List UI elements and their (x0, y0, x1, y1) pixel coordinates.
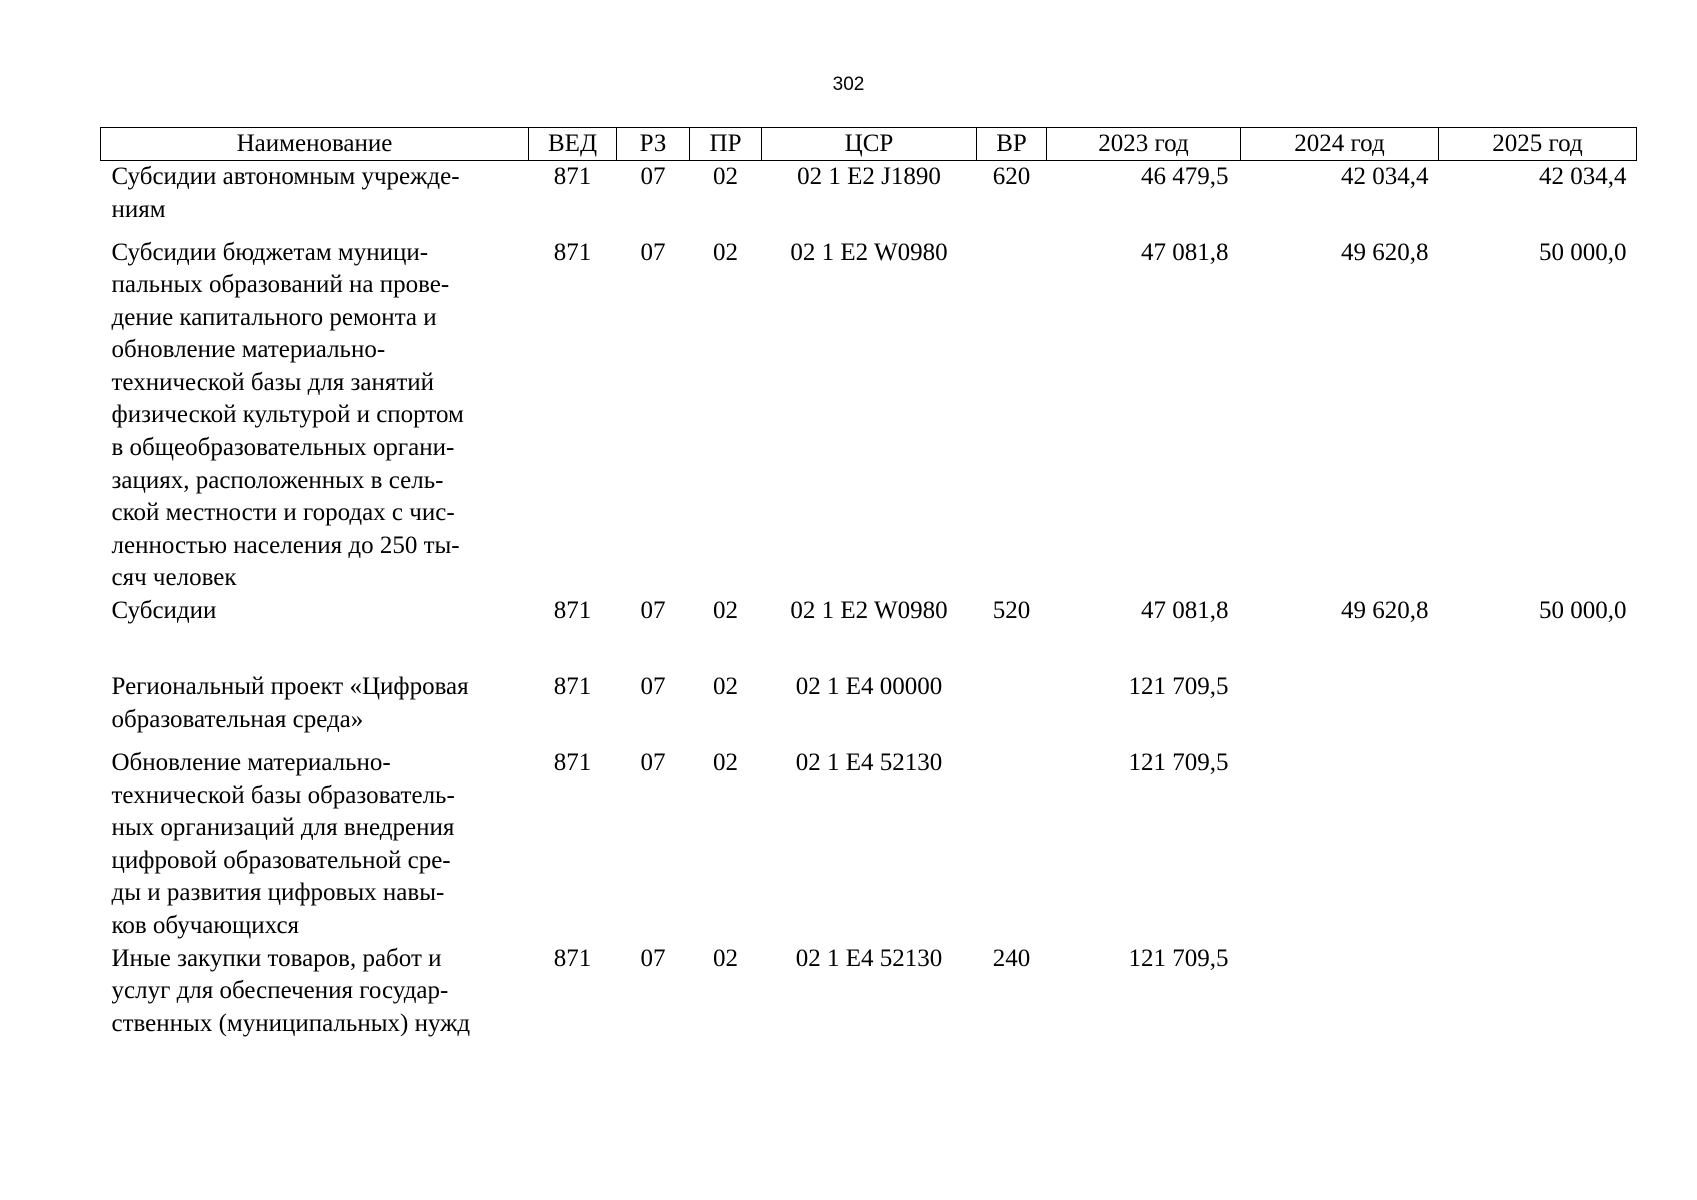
name-line: Субсидии бюджетам муници- (111, 238, 429, 266)
cell-2023: 121 709,5 (1128, 944, 1229, 972)
header-2024: 2024 год (1241, 128, 1439, 161)
cell-2025: 42 034,4 (1539, 163, 1627, 190)
cell-2024: 49 620,8 (1341, 238, 1429, 266)
name-line: Субсидии (111, 597, 217, 625)
name-line: цифровой образовательной сре- (111, 846, 451, 874)
header-2023: 2023 год (1047, 128, 1241, 161)
cell-2025 (1439, 943, 1637, 1041)
cell-2023: 46 479,5 (1141, 163, 1229, 190)
cell-2024 (1241, 943, 1439, 1041)
cell-2025 (1439, 747, 1637, 943)
name-line: ков обучающихся (111, 912, 300, 939)
table-row (101, 161, 1637, 237)
cell-ved: 871 (553, 944, 592, 972)
name-line: Обновление материально- (111, 749, 391, 777)
cell-2023: 121 709,5 (1128, 673, 1229, 701)
cell-vr (977, 747, 1047, 943)
page-number: 302 (832, 74, 865, 95)
cell-2024 (1241, 671, 1439, 747)
name-line: физической культурой и спортом (111, 401, 464, 429)
cell-rz: 07 (640, 238, 666, 266)
name-line: в общеобразовательных органи- (111, 434, 455, 462)
cell-csr: 02 1 E4 00000 (795, 673, 943, 701)
cell-ved: 871 (553, 238, 592, 266)
cell-ved: 871 (553, 673, 592, 701)
cell-2025 (1439, 671, 1637, 747)
cell-2023: 47 081,8 (1141, 597, 1229, 625)
header-2025: 2025 год (1439, 128, 1637, 161)
table-row (101, 747, 1637, 943)
cell-ved: 871 (553, 163, 592, 190)
name-line: технической базы образователь- (111, 781, 455, 809)
table-row (101, 595, 1637, 671)
cell-csr: 02 1 E2 J1890 (797, 163, 941, 190)
header-csr: ЦСР (762, 128, 977, 161)
cell-ved: 871 (553, 749, 592, 777)
cell-2023: 121 709,5 (1128, 749, 1229, 777)
cell-2025: 50 000,0 (1539, 597, 1627, 625)
name-line: образовательная среда» (111, 705, 364, 733)
budget-table (100, 127, 1637, 1040)
cell-2024: 42 034,4 (1341, 163, 1429, 190)
header-ved: ВЕД (529, 128, 617, 161)
header-rz: РЗ (617, 128, 690, 161)
cell-csr: 02 1 E2 W0980 (790, 597, 948, 625)
cell-2024: 49 620,8 (1341, 597, 1429, 625)
cell-pr: 02 (713, 163, 738, 190)
name-line: зациях, расположенных в сель- (111, 466, 444, 494)
header-vr: ВР (977, 128, 1047, 161)
name-line: дение капитального ремонта и (111, 303, 437, 331)
cell-pr: 02 (713, 749, 738, 777)
name-line: сяч человек (111, 564, 237, 592)
name-line: ды и развития цифровых навы- (111, 879, 445, 907)
name-line: ных организаций для внедрения (111, 814, 455, 842)
cell-vr (977, 237, 1047, 596)
cell-vr: 520 (992, 597, 1031, 625)
header-pr: ПР (690, 128, 762, 161)
cell-pr: 02 (713, 673, 738, 701)
cell-2025: 50 000,0 (1539, 238, 1627, 266)
name-line: технической базы для занятий (111, 368, 435, 396)
row-name (101, 237, 529, 596)
row-name (101, 747, 529, 943)
cell-rz: 07 (640, 749, 666, 777)
name-line: Региональный проект «Цифровая (111, 673, 469, 701)
cell-vr: 620 (992, 163, 1031, 190)
name-line: пальных образований на прове- (111, 271, 450, 299)
row-name (101, 161, 529, 237)
name-line: Иные закупки товаров, работ и (111, 944, 442, 972)
cell-pr: 02 (713, 944, 738, 972)
cell-pr: 02 (713, 238, 738, 266)
table-row (101, 671, 1637, 747)
cell-csr: 02 1 E2 W0980 (790, 238, 948, 266)
cell-vr (977, 671, 1047, 747)
cell-rz: 07 (640, 944, 666, 972)
table-row (101, 237, 1637, 596)
row-name (101, 671, 529, 747)
cell-2023: 47 081,8 (1141, 238, 1229, 266)
cell-rz: 07 (640, 597, 666, 625)
row-name (101, 943, 529, 1041)
name-line: ской местности и городах с чис- (111, 499, 455, 527)
name-line: ниям (111, 195, 166, 223)
name-line: ленностью населения до 250 ты- (111, 531, 460, 559)
cell-2024 (1241, 747, 1439, 943)
cell-ved: 871 (553, 597, 592, 625)
table-row (101, 943, 1637, 1041)
cell-rz: 07 (640, 163, 666, 190)
cell-vr: 240 (992, 944, 1031, 972)
name-line: обновление материально- (111, 336, 386, 364)
name-line: ственных (муниципальных) нужд (111, 1009, 471, 1037)
cell-csr: 02 1 E4 52130 (795, 749, 943, 777)
header-row (101, 128, 1637, 161)
cell-pr: 02 (713, 597, 738, 625)
row-name (101, 595, 529, 671)
name-line: услуг для обеспечения государ- (111, 977, 449, 1005)
name-line: Субсидии автономным учрежде- (111, 163, 460, 190)
header-name: Наименование (101, 128, 529, 161)
cell-csr: 02 1 E4 52130 (795, 944, 943, 972)
cell-rz: 07 (640, 673, 666, 701)
